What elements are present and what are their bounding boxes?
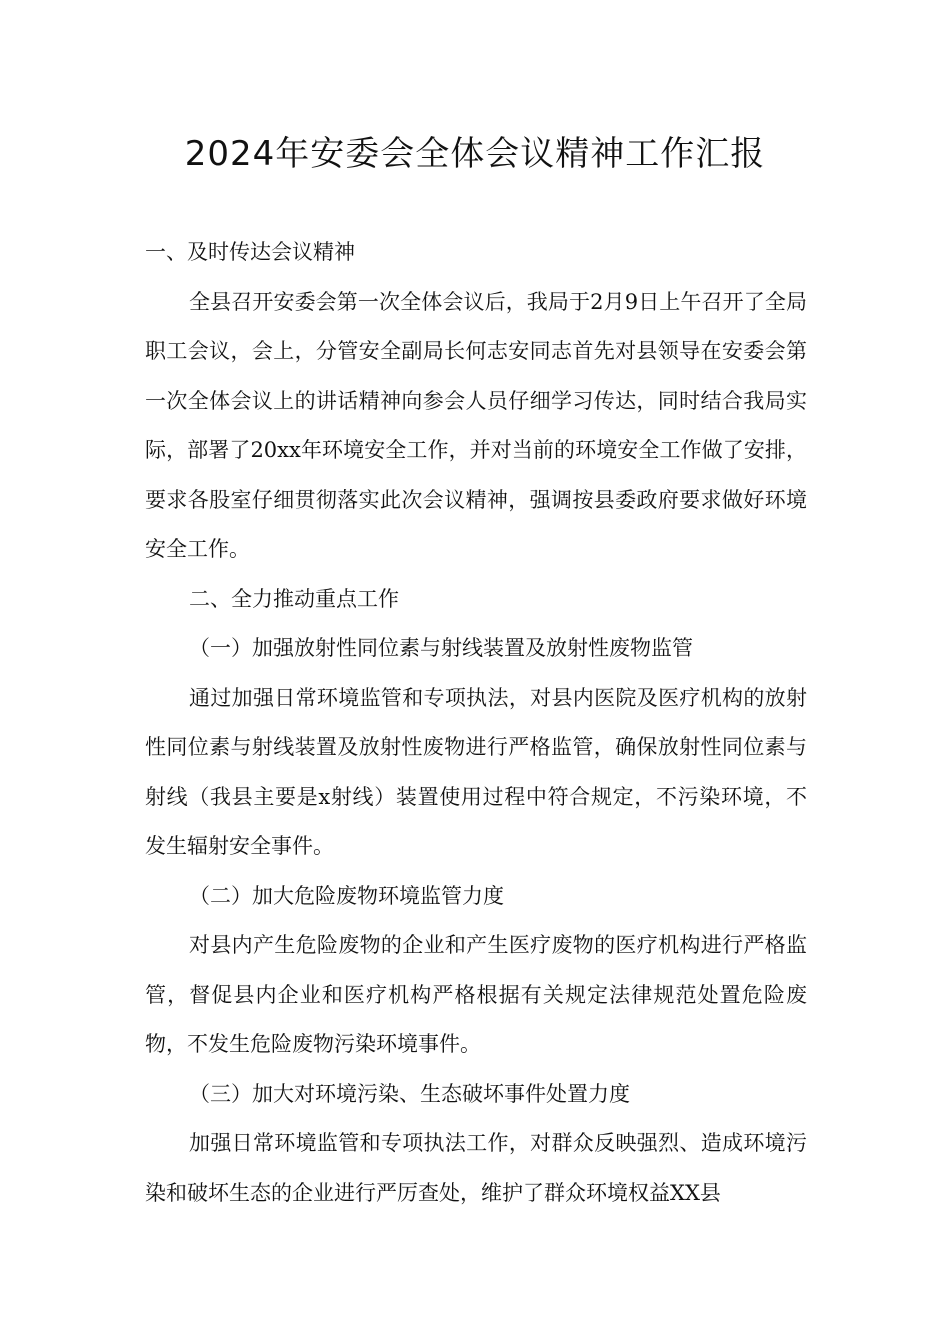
document-body: [145, 228, 807, 1218]
paragraph-2: 通过加强日常环境监管和专项执法，对县内医院及医疗机构的放射性同位素与射线装置及放射性废物进行严格监管，确保放射性同位素与射线（我县主要是x射线）装置使用过程中符合规定，不污染环境，不发生辐射安全事件。: [145, 685, 807, 858]
section-heading-2: 二、全力推动重点工作: [189, 586, 399, 611]
paragraph-3: 对县内产生危险废物的企业和产生医疗废物的医疗机构进行严格监管，督促县内企业和医疗机构严格根据有关规定法律规范处置危险废物，不发生危险废物污染环境事件。: [145, 933, 807, 1056]
subsection-heading-1: （一）加强放射性同位素与射线装置及放射性废物监管: [189, 636, 693, 660]
paragraph-4: 加强日常环境监管和专项执法工作，对群众反映强烈、造成环境污染和破坏生态的企业进行严厉查处，维护了群众环境权益XX县: [145, 1131, 807, 1205]
section-heading-1: 一、及时传达会议精神: [145, 240, 355, 264]
document-title: 2024年安委会全体会议精神工作汇报: [184, 134, 766, 174]
subsection-heading-3: （三）加大对环境污染、生态破坏事件处置力度: [189, 1081, 630, 1106]
subsection-heading-2: （二）加大危险废物环境监管力度: [189, 883, 504, 908]
paragraph-1: 全县召开安委会第一次全体会议后，我局于2月9日上午召开了全局职工会议，会上，分管安全副局长何志安同志首先对县领导在安委会第一次全体会议上的讲话精神向参会人员仔细学习传达，同时结合我局实际，部署了20xx年环境安全工作，并对当前的环境安全工作做了安排，要求各股室仔细贯彻落实此次会议精神，强调按县委政府要求做好环境安全工作。: [145, 289, 807, 561]
